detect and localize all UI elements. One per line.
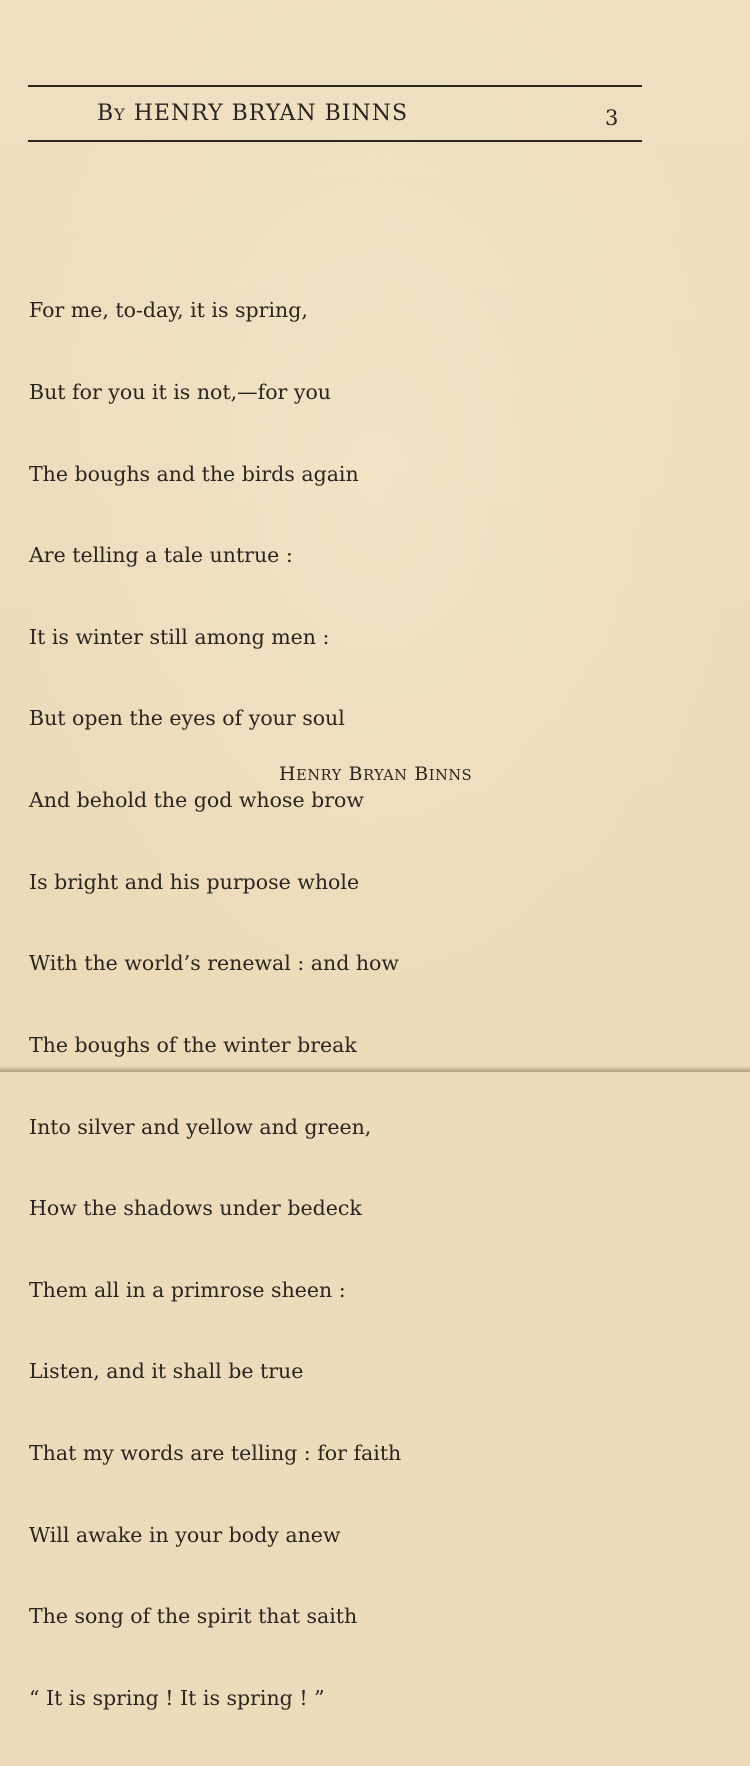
poem-line: That my words are telling : for faith: [29, 1440, 402, 1465]
poem-line: And behold the god whose brow: [29, 788, 364, 813]
poem-line: Into silver and yellow and green,: [29, 1114, 372, 1139]
running-head: [97, 101, 408, 126]
signature-cap: B: [348, 763, 364, 785]
poem-line: For me, to-day, it is spring,: [29, 298, 308, 323]
page-number: 3: [605, 106, 619, 130]
page-bottom-edge: [0, 1066, 750, 1072]
poem-line: It is winter still among men :: [29, 624, 330, 649]
poem-line: How the shadows under bedeck: [29, 1196, 362, 1221]
signature-cap: H: [279, 763, 297, 785]
poem-line: The song of the spirit that saith: [29, 1604, 358, 1629]
poem: [29, 243, 401, 1766]
poem-line: Them all in a primrose sheen :: [29, 1277, 346, 1302]
poem-line: “ It is spring ! It is spring ! ”: [29, 1685, 325, 1710]
poem-line: The boughs and the birds again: [29, 461, 359, 486]
poem-line: With the world’s renewal : and how: [29, 951, 399, 976]
poem-line: Will awake in your body anew: [29, 1522, 341, 1547]
poem-line: The boughs of the winter break: [29, 1032, 357, 1057]
poem-line: But for you it is not,—for you: [29, 380, 331, 405]
running-head-by-cap: B: [97, 101, 115, 126]
header-bottom-rule: [28, 140, 642, 142]
running-head-by-rest: Y: [114, 105, 126, 124]
poem-line: Listen, and it shall be true: [29, 1359, 304, 1384]
header-top-rule: [28, 85, 642, 87]
poem-line: But open the eyes of your soul: [29, 706, 345, 731]
signature-cap: B: [414, 763, 429, 785]
poem-line: Are telling a tale untrue :: [29, 543, 293, 568]
author-signature: [279, 763, 472, 785]
signature-smallcaps: INNS: [428, 768, 473, 784]
signature-smallcaps: ENRY: [296, 768, 342, 784]
poem-line: Is bright and his purpose whole: [29, 869, 360, 894]
running-head-author: HENRY BRYAN BINNS: [133, 101, 409, 126]
signature-smallcaps: RYAN: [363, 768, 408, 784]
